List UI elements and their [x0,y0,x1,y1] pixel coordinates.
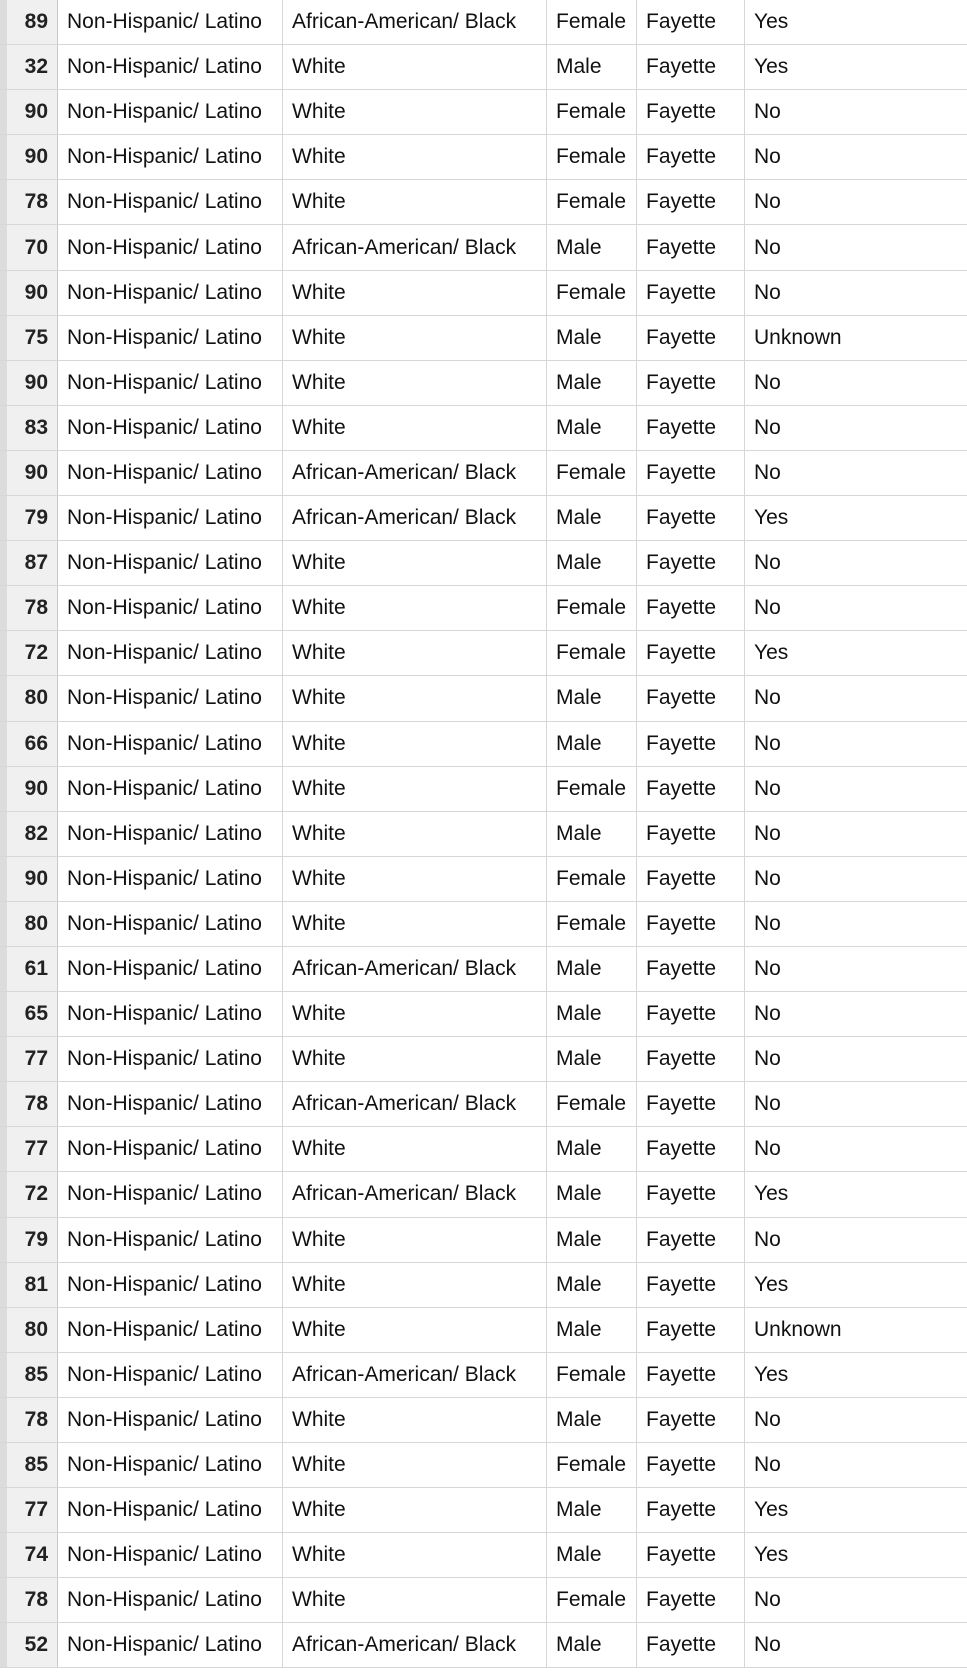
status-cell[interactable]: No [754,370,781,394]
row-number-cell[interactable]: 90 [0,271,58,315]
race-cell[interactable]: White [283,722,547,766]
status-cell[interactable]: No [754,1137,781,1161]
status-cell[interactable]: Yes [754,1272,789,1296]
status-cell[interactable]: Yes [754,55,789,79]
race-cell[interactable]: White [283,1127,547,1171]
county-cell[interactable]: Fayette [637,406,745,450]
status-cell[interactable]: No [754,1092,781,1116]
row-number-cell[interactable]: 72 [0,1172,58,1216]
sex-cell[interactable]: Male [547,1623,637,1667]
race-cell[interactable]: African-American/ Black [283,947,547,991]
status-cell[interactable]: No [754,100,781,124]
county-cell[interactable]: Fayette [637,541,745,585]
county-cell[interactable]: Fayette [637,271,745,315]
status-cell[interactable]: No [754,911,781,935]
status-cell[interactable]: No [754,1407,781,1431]
table-row[interactable] [0,1308,967,1353]
table-row[interactable] [0,45,967,90]
table-row[interactable] [0,406,967,451]
race-cell[interactable]: White [283,45,547,89]
race-cell[interactable]: African-American/ Black [283,1172,547,1216]
county-cell[interactable]: Fayette [637,586,745,630]
status-cell[interactable]: No [754,866,781,890]
sex-cell[interactable]: Male [547,1218,637,1262]
status-cell[interactable]: Unknown [754,325,842,349]
sex-cell[interactable]: Female [547,135,637,179]
race-cell[interactable]: African-American/ Black [283,451,547,495]
status-cell[interactable]: No [754,551,781,575]
ethnicity-cell[interactable]: Non-Hispanic/ Latino [58,45,283,89]
county-cell[interactable]: Fayette [637,1218,745,1262]
table-row[interactable] [0,722,967,767]
status-cell[interactable]: Yes [754,641,789,665]
ethnicity-cell[interactable]: Non-Hispanic/ Latino [58,1037,283,1081]
row-number-cell[interactable]: 83 [0,406,58,450]
race-cell[interactable]: White [283,1488,547,1532]
table-row[interactable] [0,1398,967,1443]
row-number-cell[interactable]: 80 [0,1308,58,1352]
row-number-cell[interactable]: 66 [0,722,58,766]
ethnicity-cell[interactable]: Non-Hispanic/ Latino [58,1533,283,1577]
table-row[interactable] [0,1488,967,1533]
table-row[interactable] [0,271,967,316]
race-cell[interactable]: White [283,406,547,450]
ethnicity-cell[interactable]: Non-Hispanic/ Latino [58,676,283,720]
status-cell[interactable]: No [754,1002,781,1026]
row-number-cell[interactable]: 79 [0,1218,58,1262]
status-cell[interactable]: No [754,686,781,710]
sex-cell[interactable]: Female [547,451,637,495]
race-cell[interactable]: White [283,857,547,901]
ethnicity-cell[interactable]: Non-Hispanic/ Latino [58,1398,283,1442]
sex-cell[interactable]: Female [547,90,637,134]
row-number-cell[interactable]: 90 [0,857,58,901]
county-cell[interactable]: Fayette [637,225,745,269]
county-cell[interactable]: Fayette [637,1263,745,1307]
county-cell[interactable]: Fayette [637,902,745,946]
race-cell[interactable]: White [283,90,547,134]
race-cell[interactable]: White [283,180,547,224]
status-cell[interactable]: No [754,415,781,439]
status-cell[interactable]: No [754,596,781,620]
row-number-cell[interactable]: 61 [0,947,58,991]
status-cell[interactable]: Unknown [754,1317,842,1341]
table-row[interactable] [0,316,967,361]
ethnicity-cell[interactable]: Non-Hispanic/ Latino [58,1263,283,1307]
county-cell[interactable]: Fayette [637,135,745,179]
ethnicity-cell[interactable]: Non-Hispanic/ Latino [58,0,283,44]
sex-cell[interactable]: Male [547,1263,637,1307]
row-number-cell[interactable]: 90 [0,135,58,179]
sex-cell[interactable]: Male [547,225,637,269]
ethnicity-cell[interactable]: Non-Hispanic/ Latino [58,1443,283,1487]
sex-cell[interactable]: Male [547,947,637,991]
ethnicity-cell[interactable]: Non-Hispanic/ Latino [58,902,283,946]
ethnicity-cell[interactable]: Non-Hispanic/ Latino [58,135,283,179]
sex-cell[interactable]: Female [547,1353,637,1397]
table-row[interactable] [0,992,967,1037]
status-cell[interactable]: No [754,460,781,484]
table-row[interactable] [0,586,967,631]
status-cell[interactable]: No [754,821,781,845]
row-number-cell[interactable]: 75 [0,316,58,360]
race-cell[interactable]: White [283,135,547,179]
county-cell[interactable]: Fayette [637,1488,745,1532]
county-cell[interactable]: Fayette [637,1533,745,1577]
status-cell[interactable]: No [754,190,781,214]
sex-cell[interactable]: Male [547,316,637,360]
table-row[interactable] [0,1218,967,1263]
race-cell[interactable]: White [283,361,547,405]
status-cell[interactable]: No [754,731,781,755]
sex-cell[interactable]: Male [547,1037,637,1081]
table-row[interactable] [0,180,967,225]
status-cell[interactable]: No [754,1453,781,1477]
sex-cell[interactable]: Male [547,1488,637,1532]
table-row[interactable] [0,1353,967,1398]
status-cell[interactable]: Yes [754,1498,789,1522]
sex-cell[interactable]: Female [547,1082,637,1126]
table-row[interactable] [0,361,967,406]
ethnicity-cell[interactable]: Non-Hispanic/ Latino [58,947,283,991]
ethnicity-cell[interactable]: Non-Hispanic/ Latino [58,406,283,450]
race-cell[interactable]: White [283,631,547,675]
status-cell[interactable]: No [754,1227,781,1251]
status-cell[interactable]: Yes [754,1362,789,1386]
status-cell[interactable]: No [754,145,781,169]
ethnicity-cell[interactable]: Non-Hispanic/ Latino [58,857,283,901]
race-cell[interactable]: White [283,316,547,360]
ethnicity-cell[interactable]: Non-Hispanic/ Latino [58,225,283,269]
ethnicity-cell[interactable]: Non-Hispanic/ Latino [58,1218,283,1262]
county-cell[interactable]: Fayette [637,90,745,134]
status-cell[interactable]: No [754,776,781,800]
status-cell[interactable]: No [754,1633,781,1657]
row-number-cell[interactable]: 74 [0,1533,58,1577]
sex-cell[interactable]: Male [547,812,637,856]
county-cell[interactable]: Fayette [637,1443,745,1487]
table-row[interactable] [0,1127,967,1172]
county-cell[interactable]: Fayette [637,947,745,991]
row-number-cell[interactable]: 32 [0,45,58,89]
race-cell[interactable]: African-American/ Black [283,496,547,540]
row-number-cell[interactable]: 77 [0,1488,58,1532]
ethnicity-cell[interactable]: Non-Hispanic/ Latino [58,1308,283,1352]
status-cell[interactable]: Yes [754,1182,789,1206]
sex-cell[interactable]: Male [547,45,637,89]
race-cell[interactable]: White [283,1578,547,1622]
race-cell[interactable]: African-American/ Black [283,1623,547,1667]
ethnicity-cell[interactable]: Non-Hispanic/ Latino [58,541,283,585]
status-cell[interactable]: Yes [754,10,789,34]
race-cell[interactable]: African-American/ Black [283,225,547,269]
race-cell[interactable]: White [283,1533,547,1577]
ethnicity-cell[interactable]: Non-Hispanic/ Latino [58,1623,283,1667]
county-cell[interactable]: Fayette [637,1623,745,1667]
row-number-cell[interactable]: 82 [0,812,58,856]
sex-cell[interactable]: Female [547,1443,637,1487]
table-row[interactable] [0,225,967,270]
ethnicity-cell[interactable]: Non-Hispanic/ Latino [58,316,283,360]
race-cell[interactable]: White [283,586,547,630]
table-row[interactable] [0,676,967,721]
row-number-cell[interactable]: 77 [0,1037,58,1081]
sex-cell[interactable]: Male [547,496,637,540]
county-cell[interactable]: Fayette [637,1578,745,1622]
race-cell[interactable]: White [283,812,547,856]
county-cell[interactable]: Fayette [637,1172,745,1216]
sex-cell[interactable]: Male [547,361,637,405]
row-number-cell[interactable]: 85 [0,1443,58,1487]
county-cell[interactable]: Fayette [637,1127,745,1171]
county-cell[interactable]: Fayette [637,1308,745,1352]
ethnicity-cell[interactable]: Non-Hispanic/ Latino [58,90,283,134]
ethnicity-cell[interactable]: Non-Hispanic/ Latino [58,1353,283,1397]
ethnicity-cell[interactable]: Non-Hispanic/ Latino [58,1082,283,1126]
county-cell[interactable]: Fayette [637,361,745,405]
county-cell[interactable]: Fayette [637,992,745,1036]
ethnicity-cell[interactable]: Non-Hispanic/ Latino [58,1488,283,1532]
row-number-cell[interactable]: 90 [0,90,58,134]
race-cell[interactable]: African-American/ Black [283,1082,547,1126]
ethnicity-cell[interactable]: Non-Hispanic/ Latino [58,361,283,405]
sex-cell[interactable]: Male [547,406,637,450]
county-cell[interactable]: Fayette [637,722,745,766]
county-cell[interactable]: Fayette [637,180,745,224]
race-cell[interactable]: African-American/ Black [283,1353,547,1397]
row-number-cell[interactable]: 77 [0,1127,58,1171]
table-row[interactable] [0,947,967,992]
sex-cell[interactable]: Male [547,1308,637,1352]
ethnicity-cell[interactable]: Non-Hispanic/ Latino [58,767,283,811]
status-cell[interactable]: No [754,280,781,304]
race-cell[interactable]: White [283,676,547,720]
sex-cell[interactable]: Female [547,767,637,811]
table-row[interactable] [0,1172,967,1217]
sex-cell[interactable]: Male [547,992,637,1036]
sex-cell[interactable]: Female [547,857,637,901]
race-cell[interactable]: White [283,767,547,811]
table-row[interactable] [0,135,967,180]
row-number-cell[interactable]: 65 [0,992,58,1036]
sex-cell[interactable]: Female [547,902,637,946]
row-number-cell[interactable]: 90 [0,767,58,811]
table-row[interactable] [0,1037,967,1082]
race-cell[interactable]: White [283,541,547,585]
status-cell[interactable]: No [754,1047,781,1071]
row-number-cell[interactable]: 90 [0,451,58,495]
county-cell[interactable]: Fayette [637,45,745,89]
table-row[interactable] [0,1533,967,1578]
county-cell[interactable]: Fayette [637,676,745,720]
county-cell[interactable]: Fayette [637,1353,745,1397]
county-cell[interactable]: Fayette [637,857,745,901]
row-number-cell[interactable]: 79 [0,496,58,540]
row-number-cell[interactable]: 70 [0,225,58,269]
status-cell[interactable]: Yes [754,1543,789,1567]
race-cell[interactable]: White [283,1308,547,1352]
row-number-cell[interactable]: 52 [0,1623,58,1667]
county-cell[interactable]: Fayette [637,631,745,675]
race-cell[interactable]: White [283,992,547,1036]
status-cell[interactable]: No [754,1588,781,1612]
sex-cell[interactable]: Male [547,541,637,585]
sex-cell[interactable]: Male [547,676,637,720]
ethnicity-cell[interactable]: Non-Hispanic/ Latino [58,451,283,495]
table-row[interactable] [0,496,967,541]
table-row[interactable] [0,1443,967,1488]
race-cell[interactable]: White [283,1263,547,1307]
ethnicity-cell[interactable]: Non-Hispanic/ Latino [58,722,283,766]
status-cell[interactable]: Yes [754,506,789,530]
table-row[interactable] [0,902,967,947]
race-cell[interactable]: White [283,271,547,315]
table-row[interactable] [0,451,967,496]
county-cell[interactable]: Fayette [637,316,745,360]
county-cell[interactable]: Fayette [637,496,745,540]
sex-cell[interactable]: Female [547,0,637,44]
race-cell[interactable]: White [283,1398,547,1442]
sex-cell[interactable]: Female [547,1578,637,1622]
ethnicity-cell[interactable]: Non-Hispanic/ Latino [58,180,283,224]
table-row[interactable] [0,90,967,135]
ethnicity-cell[interactable]: Non-Hispanic/ Latino [58,1578,283,1622]
sex-cell[interactable]: Female [547,586,637,630]
ethnicity-cell[interactable]: Non-Hispanic/ Latino [58,992,283,1036]
status-cell[interactable]: No [754,235,781,259]
table-row[interactable] [0,1082,967,1127]
row-number-cell[interactable]: 78 [0,180,58,224]
race-cell[interactable]: White [283,1037,547,1081]
sex-cell[interactable]: Male [547,1172,637,1216]
row-number-cell[interactable]: 85 [0,1353,58,1397]
sex-cell[interactable]: Male [547,1533,637,1577]
county-cell[interactable]: Fayette [637,1398,745,1442]
sex-cell[interactable]: Male [547,722,637,766]
row-number-cell[interactable]: 78 [0,1578,58,1622]
sex-cell[interactable]: Female [547,271,637,315]
row-number-cell[interactable]: 80 [0,902,58,946]
table-row[interactable] [0,767,967,812]
table-row[interactable] [0,541,967,586]
county-cell[interactable]: Fayette [637,451,745,495]
ethnicity-cell[interactable]: Non-Hispanic/ Latino [58,1172,283,1216]
row-number-cell[interactable]: 78 [0,1082,58,1126]
table-row[interactable] [0,857,967,902]
race-cell[interactable]: African-American/ Black [283,0,547,44]
row-number-cell[interactable]: 72 [0,631,58,675]
ethnicity-cell[interactable]: Non-Hispanic/ Latino [58,271,283,315]
sex-cell[interactable]: Female [547,631,637,675]
row-number-cell[interactable]: 78 [0,1398,58,1442]
row-number-cell[interactable]: 90 [0,361,58,405]
table-row[interactable] [0,1623,967,1668]
table-row[interactable] [0,1263,967,1308]
county-cell[interactable]: Fayette [637,0,745,44]
ethnicity-cell[interactable]: Non-Hispanic/ Latino [58,812,283,856]
sex-cell[interactable]: Male [547,1398,637,1442]
race-cell[interactable]: White [283,902,547,946]
table-row[interactable] [0,812,967,857]
status-cell[interactable]: No [754,957,781,981]
table-row[interactable] [0,0,967,45]
sex-cell[interactable]: Female [547,180,637,224]
race-cell[interactable]: White [283,1443,547,1487]
ethnicity-cell[interactable]: Non-Hispanic/ Latino [58,1127,283,1171]
ethnicity-cell[interactable]: Non-Hispanic/ Latino [58,631,283,675]
table-row[interactable] [0,1578,967,1623]
ethnicity-cell[interactable]: Non-Hispanic/ Latino [58,496,283,540]
row-number-cell[interactable]: 80 [0,676,58,720]
sex-cell[interactable]: Male [547,1127,637,1171]
race-cell[interactable]: White [283,1218,547,1262]
county-cell[interactable]: Fayette [637,812,745,856]
row-number-cell[interactable]: 87 [0,541,58,585]
row-number-cell[interactable]: 89 [0,0,58,44]
county-cell[interactable]: Fayette [637,1037,745,1081]
table-row[interactable] [0,631,967,676]
row-number-cell[interactable]: 81 [0,1263,58,1307]
county-cell[interactable]: Fayette [637,1082,745,1126]
row-number-cell[interactable]: 78 [0,586,58,630]
ethnicity-cell[interactable]: Non-Hispanic/ Latino [58,586,283,630]
county-cell[interactable]: Fayette [637,767,745,811]
